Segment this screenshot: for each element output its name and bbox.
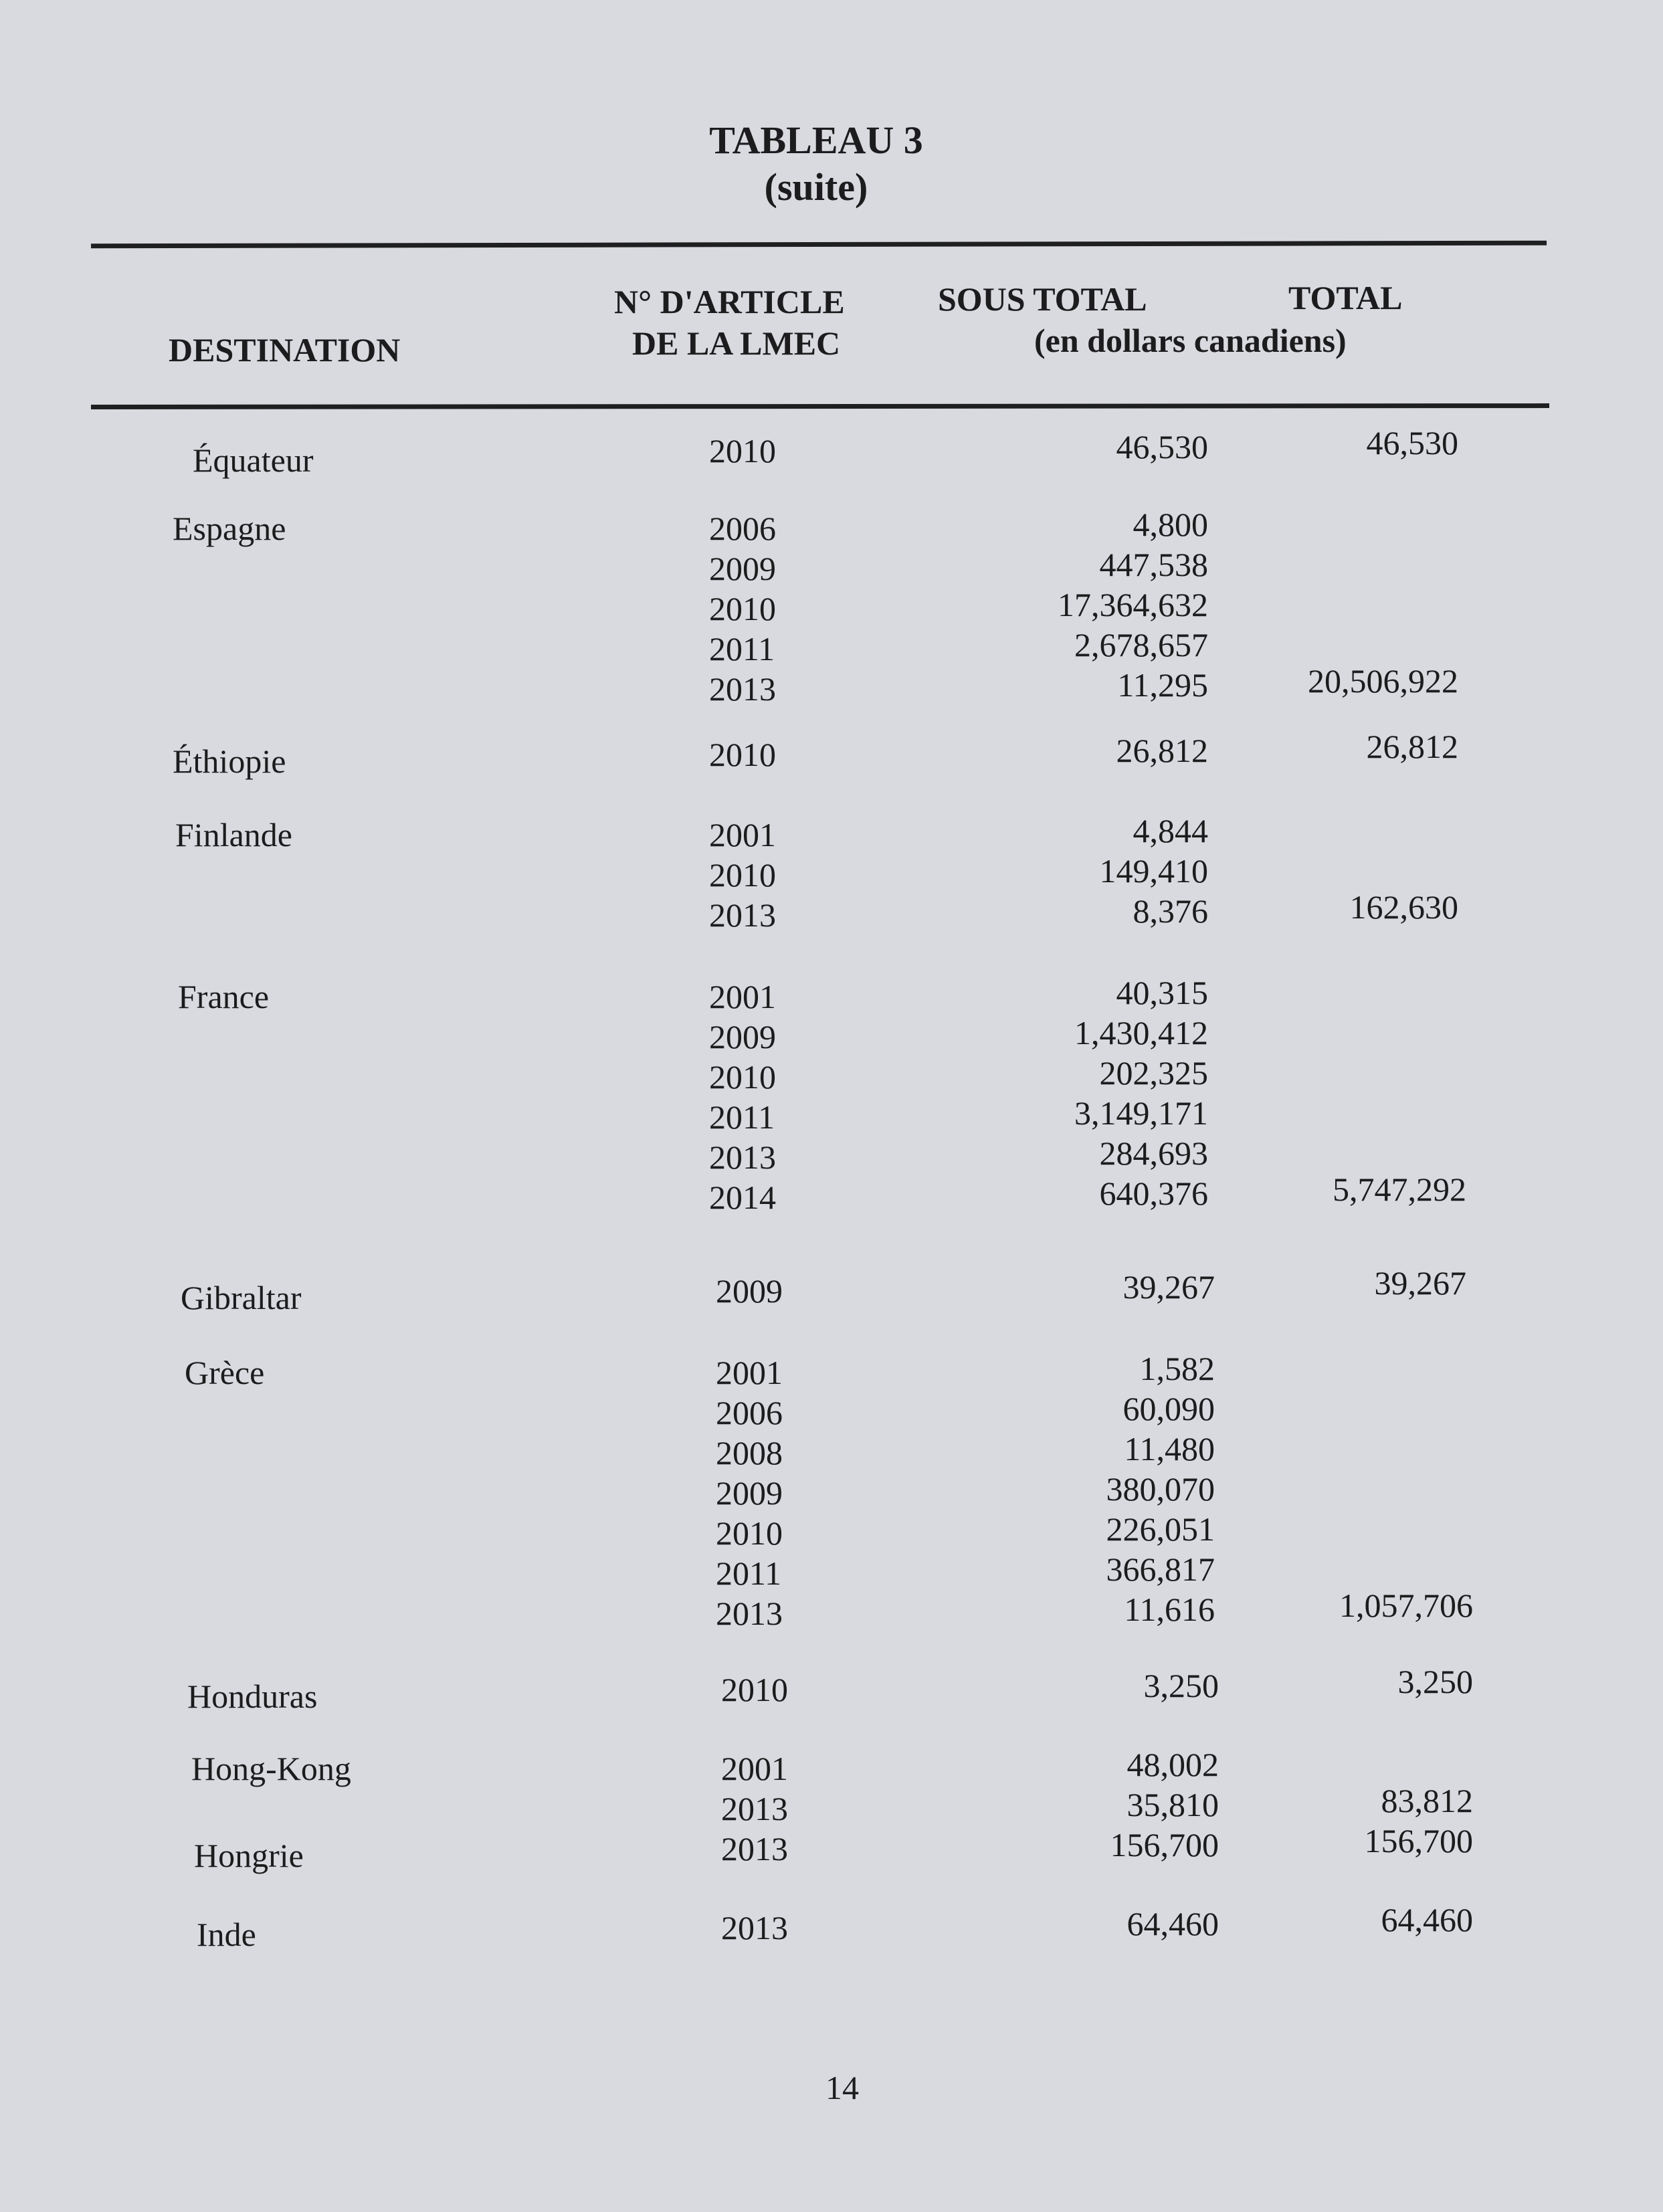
destination-cell: Hong-Kong — [191, 1750, 351, 1787]
article-number: 2013 — [721, 1790, 788, 1827]
subtotal-value: 3,250 — [1143, 1667, 1219, 1704]
subtotal-value: 156,700 — [1110, 1826, 1219, 1864]
subtotal-value: 48,002 — [1127, 1746, 1219, 1783]
destination-cell: Éthiopie — [173, 742, 286, 780]
subtotal-value: 35,810 — [1127, 1786, 1219, 1823]
subtotal-cell — [1058, 504, 1208, 705]
subtotal-value: 202,325 — [1099, 1054, 1208, 1092]
subtotal-value: 640,376 — [1099, 1175, 1208, 1212]
article-cell — [716, 1271, 850, 1311]
subtotal-cell — [1106, 1348, 1215, 1629]
page-number: 14 — [825, 2069, 859, 2106]
subtotal-value: 4,844 — [1133, 812, 1208, 849]
article-number: 2010 — [716, 1514, 783, 1552]
subtotal-value: 149,410 — [1099, 852, 1208, 890]
subtotal-cell — [1123, 1267, 1215, 1307]
destination-cell: Inde — [197, 1916, 256, 1953]
article-number: 2008 — [716, 1434, 783, 1472]
destination-cell: Finlande — [175, 816, 292, 853]
subtotal-cell — [1116, 730, 1209, 771]
article-cell — [709, 431, 843, 471]
subtotal-value: 2,678,657 — [1074, 626, 1208, 664]
article-cell — [721, 1908, 855, 1948]
subtotal-value: 380,070 — [1106, 1470, 1215, 1508]
article-number: 2011 — [709, 1098, 775, 1136]
destination-cell: France — [178, 978, 270, 1015]
header-article-line1: N° D'ARTICLE — [614, 283, 845, 320]
total-cell: 156,700 — [1364, 1822, 1473, 1859]
subtotal-value: 26,812 — [1116, 732, 1208, 769]
article-number: 2006 — [709, 510, 776, 547]
destination-cell: Espagne — [173, 510, 286, 547]
article-number: 2010 — [709, 856, 776, 894]
subtotal-cell — [1127, 1904, 1219, 1944]
subtotal-value: 447,538 — [1099, 546, 1208, 583]
total-cell: 162,630 — [1349, 888, 1458, 926]
article-number: 2009 — [716, 1474, 783, 1512]
subtotal-cell — [1110, 1825, 1219, 1865]
subtotal-value: 226,051 — [1106, 1510, 1215, 1548]
article-number: 2006 — [716, 1394, 783, 1431]
subtotal-value: 4,800 — [1133, 506, 1208, 543]
article-number: 2009 — [716, 1272, 783, 1310]
article-number: 2001 — [721, 1750, 788, 1787]
article-number: 2011 — [709, 630, 775, 668]
article-number: 2009 — [709, 550, 776, 587]
subtotal-value: 46,530 — [1116, 428, 1208, 466]
article-number: 2013 — [721, 1830, 788, 1868]
article-number: 2010 — [709, 1058, 776, 1096]
article-number: 2013 — [721, 1909, 788, 1946]
article-number: 2010 — [709, 736, 776, 773]
destination-cell: Honduras — [187, 1678, 318, 1715]
article-number: 2010 — [721, 1671, 788, 1708]
subtotal-cell — [1144, 1666, 1219, 1706]
header-article-line2: DE LA LMEC — [632, 324, 841, 362]
article-number: 2013 — [709, 670, 776, 708]
subtotal-value: 64,460 — [1127, 1905, 1219, 1942]
subtotal-value: 40,315 — [1116, 974, 1208, 1011]
header-sous-total: SOUS TOTAL — [938, 280, 1147, 318]
subtotal-cell — [1116, 427, 1209, 467]
destination-cell: Grèce — [185, 1354, 265, 1391]
subtotal-value: 60,090 — [1122, 1390, 1215, 1427]
article-cell — [709, 508, 843, 709]
article-cell — [709, 977, 843, 1217]
total-cell: 1,057,706 — [1339, 1587, 1473, 1624]
total-cell: 3,250 — [1397, 1663, 1473, 1700]
subtotal-value: 284,693 — [1099, 1134, 1208, 1172]
article-number: 2001 — [709, 978, 776, 1015]
article-number: 2010 — [709, 432, 776, 470]
article-cell — [709, 734, 843, 775]
header-destination: DESTINATION — [169, 331, 401, 369]
header-total: TOTAL — [1288, 279, 1403, 316]
subtotal-cell — [1074, 973, 1208, 1213]
total-cell: 26,812 — [1366, 728, 1458, 765]
subtotal-value: 11,480 — [1124, 1430, 1215, 1468]
subtotal-value: 1,430,412 — [1074, 1014, 1208, 1051]
article-number: 2001 — [716, 1354, 783, 1391]
total-cell: 83,812 — [1381, 1782, 1473, 1819]
article-number: 2010 — [709, 590, 776, 627]
article-number: 2013 — [716, 1595, 783, 1632]
total-cell: 20,506,922 — [1308, 662, 1458, 700]
article-number: 2013 — [709, 896, 776, 934]
total-cell: 39,267 — [1374, 1264, 1466, 1302]
subtotal-value: 3,149,171 — [1074, 1094, 1208, 1132]
subtotal-value: 11,616 — [1124, 1591, 1215, 1628]
article-number: 2013 — [709, 1138, 776, 1176]
table-subtitle: (suite) — [764, 165, 868, 209]
total-cell: 46,530 — [1366, 424, 1458, 462]
subtotal-value: 17,364,632 — [1058, 586, 1208, 623]
subtotal-value: 11,295 — [1117, 666, 1208, 704]
article-cell — [709, 815, 843, 935]
subtotal-value: 8,376 — [1133, 892, 1208, 930]
subtotal-value: 39,267 — [1122, 1268, 1215, 1306]
article-cell — [721, 1829, 855, 1869]
article-cell — [721, 1670, 855, 1710]
article-number: 2011 — [716, 1554, 782, 1592]
article-cell — [716, 1352, 850, 1633]
subtotal-cell — [1127, 1744, 1219, 1825]
destination-cell: Équateur — [193, 441, 314, 479]
destination-cell: Hongrie — [194, 1837, 304, 1874]
article-number: 2014 — [709, 1179, 776, 1216]
total-cell: 5,747,292 — [1333, 1171, 1466, 1208]
article-number: 2001 — [709, 816, 776, 853]
article-number: 2009 — [709, 1018, 776, 1055]
subtotal-value: 366,817 — [1106, 1550, 1215, 1588]
subtotal-value: 1,582 — [1139, 1350, 1215, 1387]
subtotal-cell — [1100, 811, 1209, 931]
table-title: TABLEAU 3 — [709, 118, 923, 162]
total-cell: 64,460 — [1381, 1901, 1473, 1938]
header-unit: (en dollars canadiens) — [1034, 322, 1347, 359]
article-cell — [721, 1748, 855, 1829]
destination-cell: Gibraltar — [181, 1279, 302, 1316]
